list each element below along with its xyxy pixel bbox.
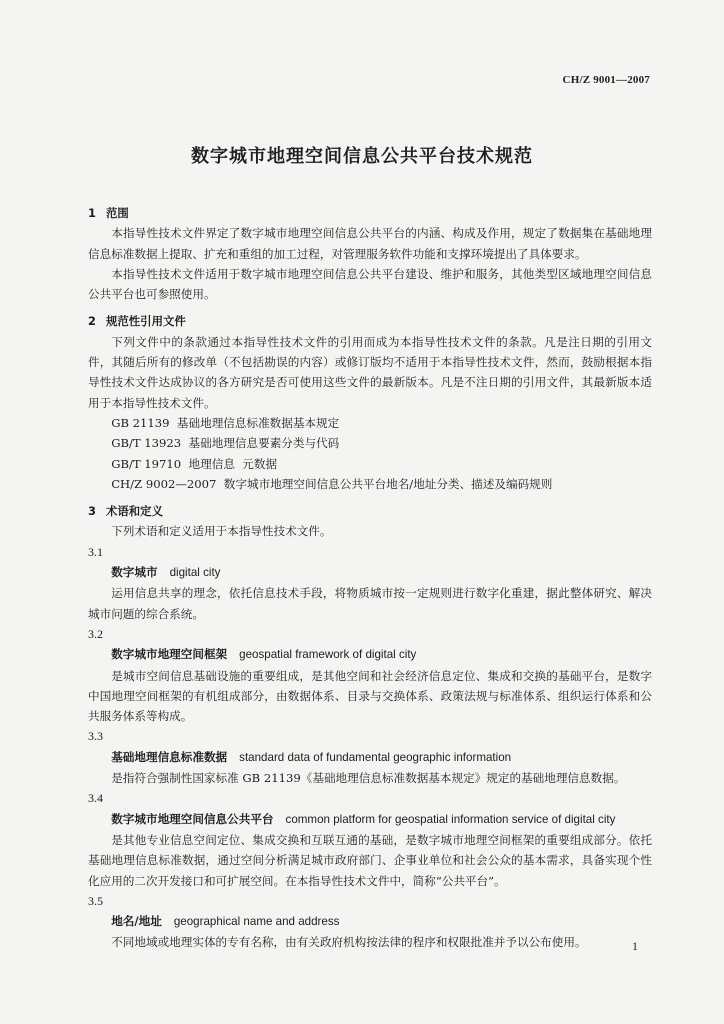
section-heading xyxy=(88,501,652,521)
section-number: 1 xyxy=(88,206,96,220)
paragraph: 下列文件中的条款通过本指导性技术文件的引用而成为本指导性技术文件的条款。凡是注日期的引用文件，其随后所有的修改单（不包括勘误的内容）或修订版均不适用于本指导性技术文件，然而，鼓励根据本指导性技术文件达成协议的各方研究是否可使用这些文件的最新版本。凡是不注日期的引用文件，其最新版本适用于本指导性技术文件。 xyxy=(88,334,652,410)
term-zh: 地名/地址 xyxy=(111,914,162,929)
term-number: 3.1 xyxy=(88,544,103,559)
term-number: 3.2 xyxy=(88,626,103,641)
reference-item: GB/T 19710 地理信息 元数据 xyxy=(111,456,278,471)
document-body xyxy=(88,203,652,953)
term-definition: 是城市空间信息基础设施的重要组成，是其他空间和社会经济信息定位、集成和交换的基础平台，是数字中国地理空间框架的有机组成部分，由数据体系、目录与交换体系、政策法规与标准体系、组织运行体系和公共服务体系等构成。 xyxy=(88,668,652,724)
paragraph: 本指导性技术文件适用于数字城市地理空间信息公共平台建设、维护和服务，其他类型区域地理空间信息公共平台也可参照使用。 xyxy=(88,266,652,302)
section-number: 2 xyxy=(88,314,96,329)
term-heading xyxy=(88,644,652,665)
term-heading xyxy=(88,911,652,932)
term-heading xyxy=(88,809,652,830)
term-en: standard data of fundamental geographic information xyxy=(239,750,512,764)
term-zh: 数字城市 xyxy=(111,565,158,580)
term-en: geographical name and address xyxy=(173,915,340,929)
reference-item: GB/T 13923 基础地理信息要素分类与代码 xyxy=(111,436,340,451)
page-number: 1 xyxy=(632,939,638,953)
term-definition: 是指符合强制性国家标准 GB 21139《基础地理信息标准数据基本规定》规定的基础地理信息数据。 xyxy=(111,771,626,786)
paragraph: 下列术语和定义适用于本指导性技术文件。 xyxy=(111,524,332,539)
term-definition: 是其他专业信息空间定位、集成交换和互联互通的基础，是数字城市地理空间框架的重要组成部分。依托基础地理信息标准数据，通过空间分析满足城市政府部门、企事业单位和社会公众的基本需求，具备实现个性化应用的二次开发接口和可扩展空间。在本指导性技术文件中，简称“公共平台”。 xyxy=(88,832,652,888)
term-zh: 数字城市地理空间框架 xyxy=(111,647,228,662)
term-number: 3.5 xyxy=(88,893,103,908)
paragraph: 本指导性技术文件界定了数字城市地理空间信息公共平台的内涵、构成及作用，规定了数据集在基础地理信息标准数据上提取、扩充和重组的加工过程，对管理服务软件功能和支撑环境提出了具体要求。 xyxy=(88,226,652,261)
section-title: 规范性引用文件 xyxy=(106,314,186,329)
term-en: digital city xyxy=(169,566,221,580)
term-en: common platform for geospatial information service of digital city xyxy=(285,812,616,826)
term-number: 3.3 xyxy=(88,729,103,744)
term-definition: 运用信息共享的理念，依托信息技术手段，将物质城市按一定规则进行数字化重建，据此整体研究、解决城市问题的综合系统。 xyxy=(88,586,652,621)
section-title: 范围 xyxy=(106,206,129,220)
term-definition: 不同地域或地理实体的专有名称，由有关政府机构按法律的程序和权限批准并予以公布使用。 xyxy=(111,935,587,950)
standard-code: CH/Z 9001—2007 xyxy=(562,74,650,86)
term-zh: 基础地理信息标准数据 xyxy=(111,749,228,764)
term-zh: 数字城市地理空间信息公共平台 xyxy=(111,811,274,826)
section-heading xyxy=(88,311,652,331)
term-number: 3.4 xyxy=(88,791,103,806)
section-title: 术语和定义 xyxy=(106,504,163,519)
term-en: geospatial framework of digital city xyxy=(239,648,417,662)
reference-item: CH/Z 9002—2007 数字城市地理空间信息公共平台地名/地址分类、描述及编码规则 xyxy=(111,476,553,491)
section-number: 3 xyxy=(88,504,96,519)
term-heading xyxy=(88,562,652,583)
document-title: 数字城市地理空间信息公共平台技术规范 xyxy=(191,146,533,167)
term-heading xyxy=(88,747,652,768)
section-heading xyxy=(88,203,652,223)
reference-item: GB 21139 基础地理信息标准数据基本规定 xyxy=(111,415,340,430)
